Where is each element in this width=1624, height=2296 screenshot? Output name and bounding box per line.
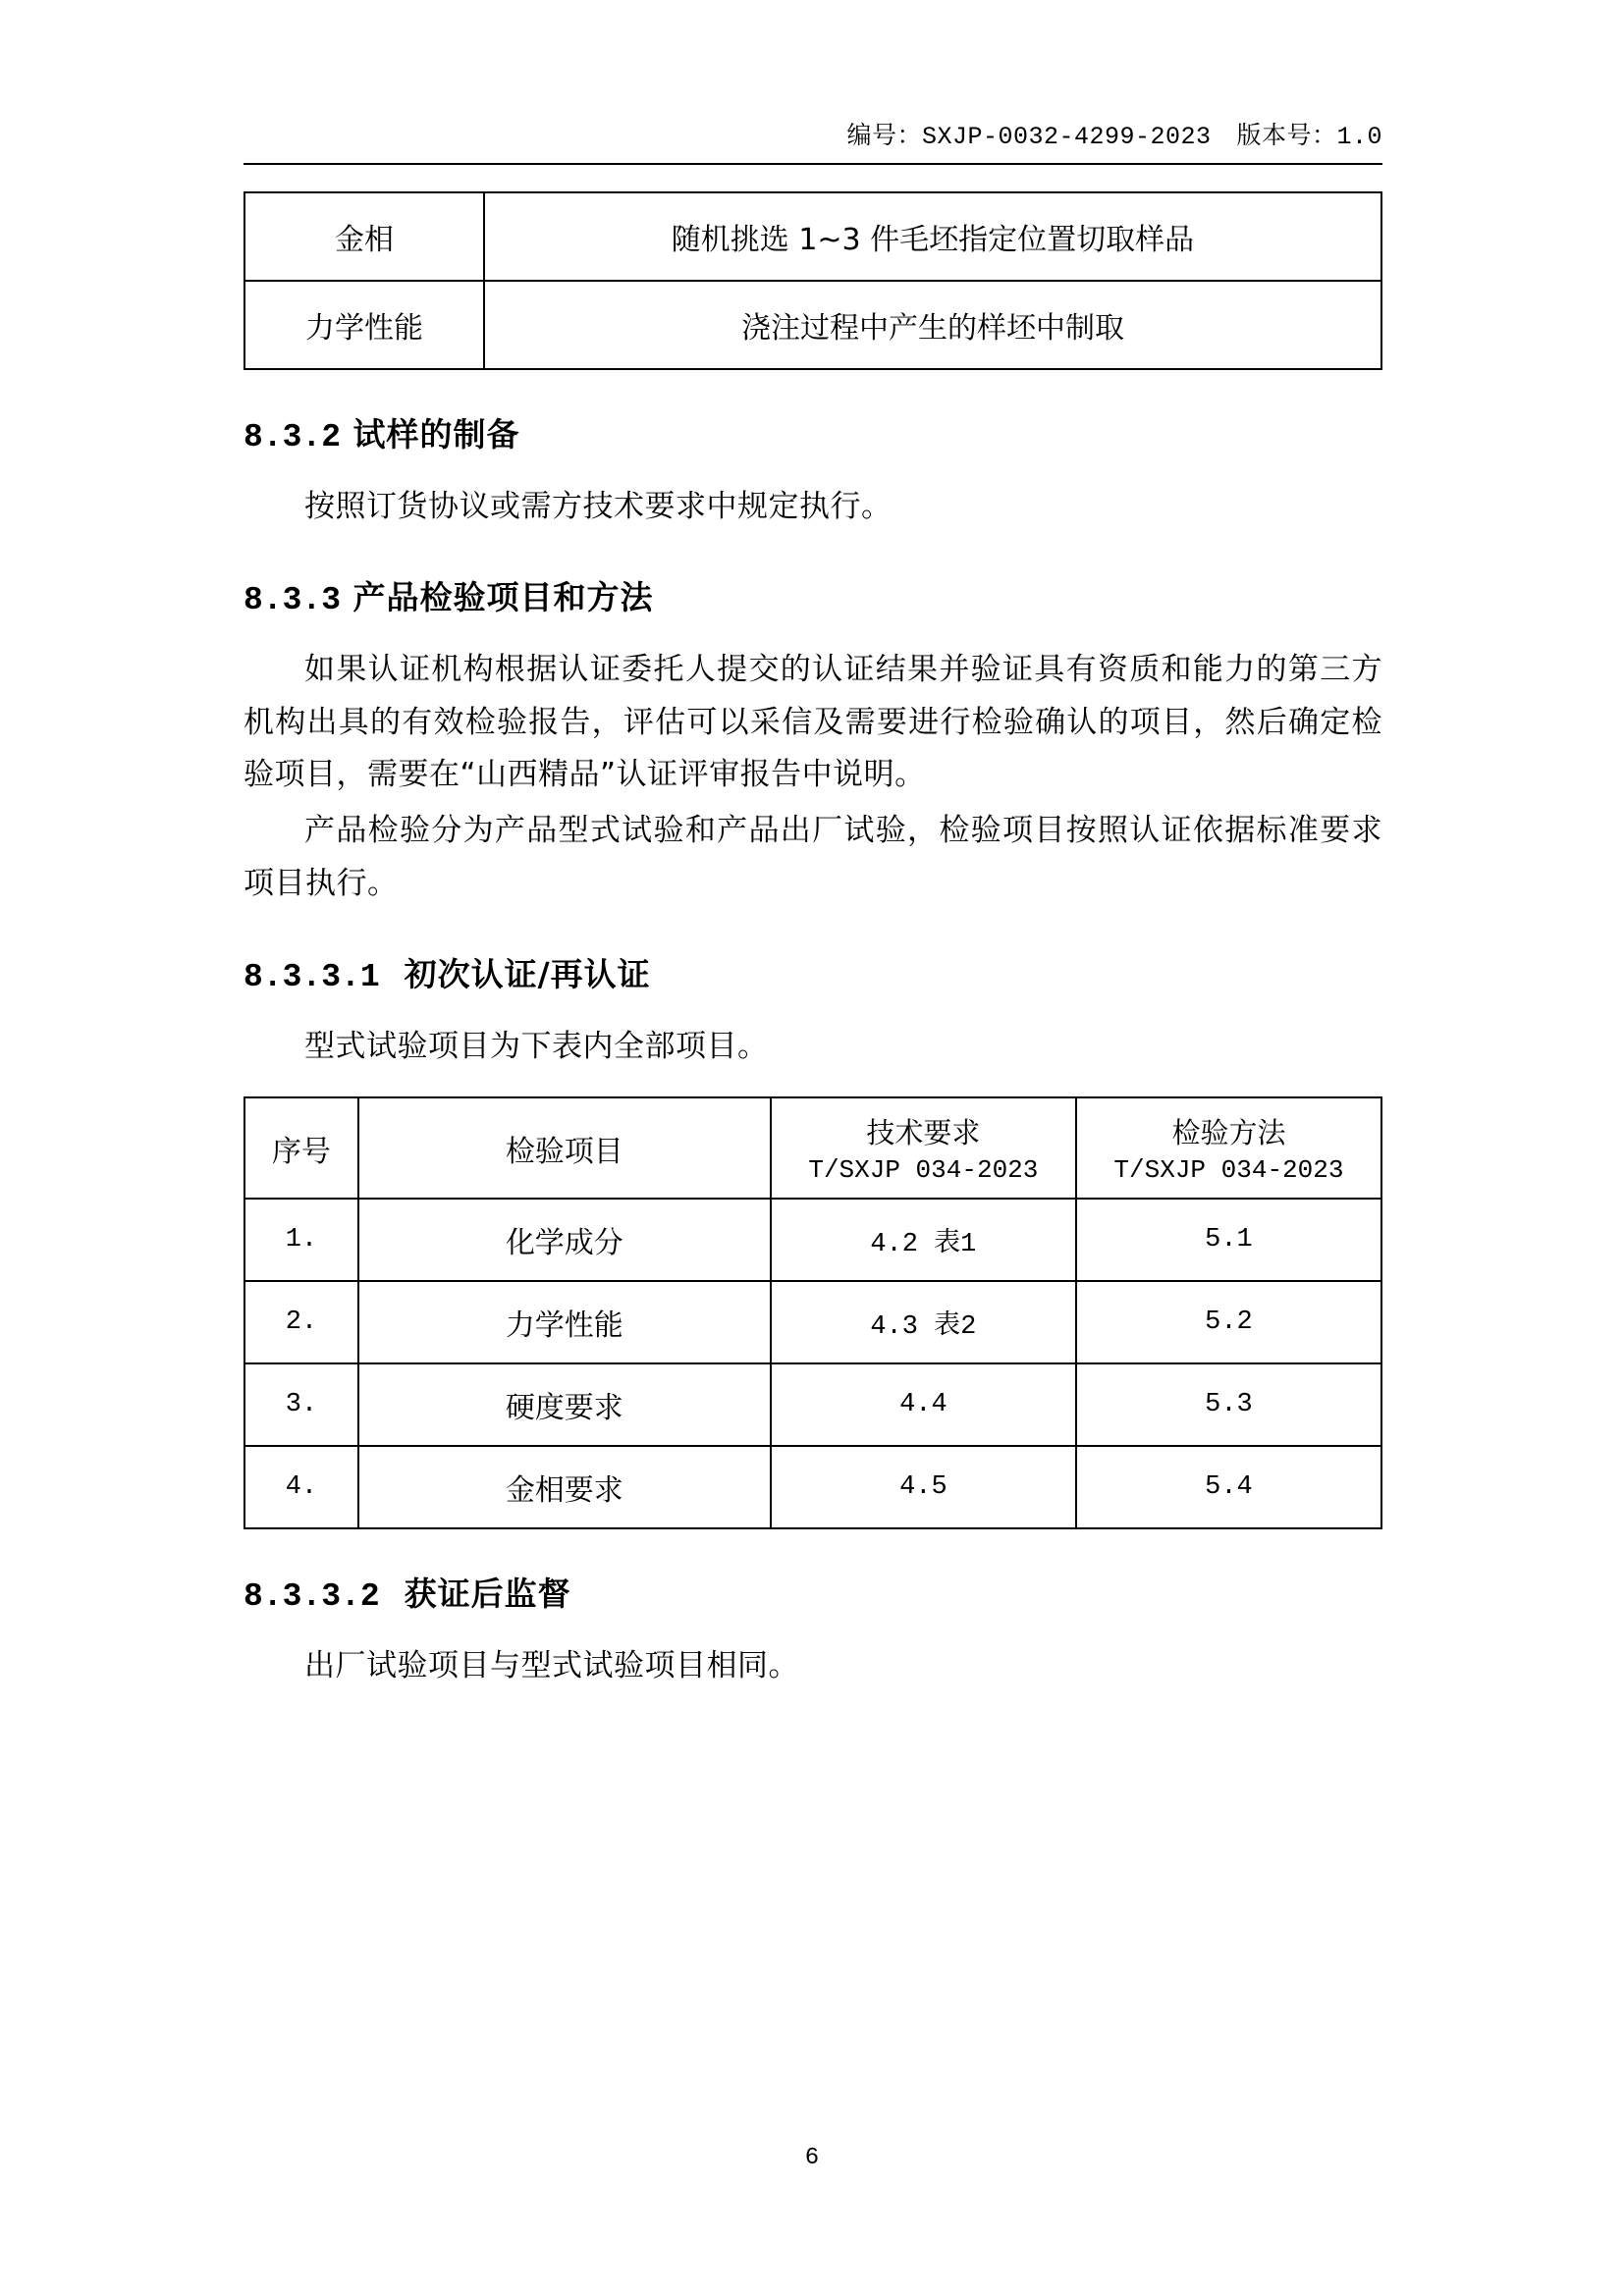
paragraph-8-3-2-1: 按照订货协议或需方技术要求中规定执行。	[304, 489, 893, 524]
table-row	[244, 1363, 1381, 1446]
paragraph-8-3-3-1: 如果认证机构根据认证委托人提交的认证结果并验证具有资质和能力的第三方机构出具的有效检验报告，评估可以采信及需要进行检验确认的项目，然后确定检验项目，需要在“山西精品”认证评审报告中说明。	[244, 652, 1382, 792]
header-divider	[244, 163, 1382, 165]
heading-8-3-3	[244, 572, 1382, 618]
heading-8-3-3-2	[244, 1569, 1382, 1615]
paragraph-8-3-3-2-1: 出厂试验项目与型式试验项目相同。	[304, 1648, 799, 1684]
heading-number: 8.3.3	[244, 582, 342, 619]
table-row	[244, 1281, 1381, 1363]
header-no: 序号	[244, 1097, 358, 1199]
heading-title: 产品检验项目和方法	[352, 578, 654, 617]
heading-title: 获证后监督	[404, 1575, 571, 1614]
row-requirement: 4.2 表1	[771, 1199, 1076, 1281]
header-requirement	[771, 1097, 1076, 1199]
sampling-item: 金相	[244, 192, 484, 281]
row-item: 金相要求	[358, 1446, 771, 1528]
heading-number: 8.3.3.1	[244, 958, 380, 995]
heading-8-3-2	[244, 409, 1382, 455]
header-method	[1076, 1097, 1381, 1199]
paragraph-8-3-3-1-1: 型式试验项目为下表内全部项目。	[304, 1028, 769, 1064]
row-no: 4.	[244, 1446, 358, 1528]
header-item: 检验项目	[358, 1097, 771, 1199]
table-row	[244, 1446, 1381, 1528]
row-method: 5.4	[1076, 1446, 1381, 1528]
sampling-description: 浇注过程中产生的样坯中制取	[484, 281, 1381, 369]
table-header-row	[244, 1097, 1381, 1199]
document-number: 编号：SXJP-0032-4299-2023	[846, 123, 1212, 151]
heading-8-3-3-1	[244, 949, 1382, 995]
heading-title: 初次认证/再认证	[404, 954, 651, 993]
heading-title: 试样的制备	[352, 415, 520, 454]
inspection-items-table	[244, 1096, 1382, 1529]
row-no: 2.	[244, 1281, 358, 1363]
row-requirement: 4.5	[771, 1446, 1076, 1528]
document-version: 版本号：1.0	[1236, 123, 1382, 151]
page-number: 6	[804, 2145, 820, 2171]
sampling-description: 随机挑选 1~3 件毛坯指定位置切取样品	[484, 192, 1381, 281]
paragraph-8-3-3-2: 产品检验分为产品型式试验和产品出厂试验，检验项目按照认证依据标准要求项目执行。	[244, 813, 1382, 901]
row-method: 5.2	[1076, 1281, 1381, 1363]
table-row	[244, 192, 1381, 281]
header-requirement-standard: T/SXJP 034-2023	[808, 1155, 1039, 1186]
sampling-table	[244, 191, 1382, 370]
header-method-standard: T/SXJP 034-2023	[1113, 1155, 1344, 1186]
row-method: 5.1	[1076, 1199, 1381, 1281]
header-method-main: 检验方法	[1171, 1116, 1286, 1150]
row-item: 硬度要求	[358, 1363, 771, 1446]
row-requirement: 4.3 表2	[771, 1281, 1076, 1363]
table-row	[244, 281, 1381, 369]
row-requirement: 4.4	[771, 1363, 1076, 1446]
page-header	[244, 0, 1382, 151]
row-item: 力学性能	[358, 1281, 771, 1363]
sampling-item: 力学性能	[244, 281, 484, 369]
row-no: 1.	[244, 1199, 358, 1281]
heading-number: 8.3.3.2	[244, 1578, 380, 1616]
heading-number: 8.3.2	[244, 419, 342, 455]
page-footer	[0, 2145, 1624, 2171]
page-content	[244, 0, 1382, 1693]
header-requirement-main: 技术要求	[866, 1116, 981, 1150]
row-no: 3.	[244, 1363, 358, 1446]
row-item: 化学成分	[358, 1199, 771, 1281]
table-row	[244, 1199, 1381, 1281]
row-method: 5.3	[1076, 1363, 1381, 1446]
